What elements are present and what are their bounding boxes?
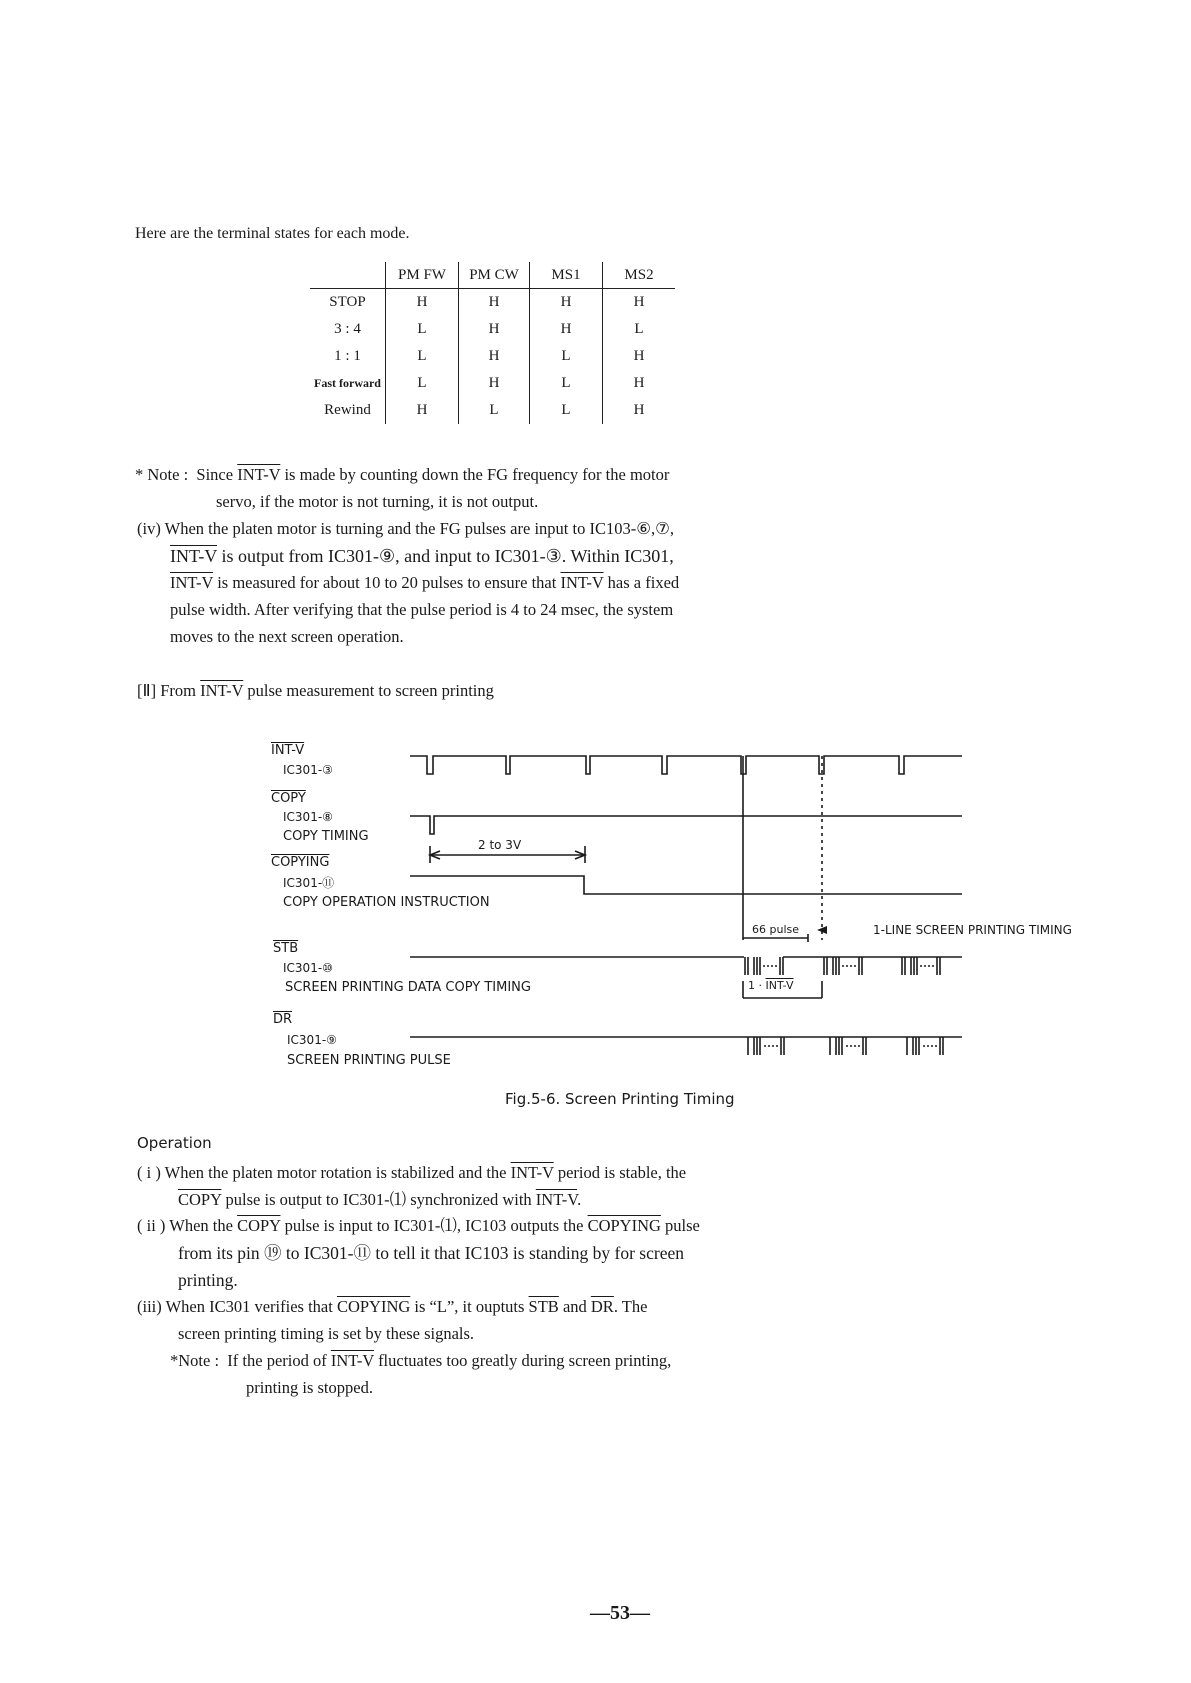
item-text: pulse bbox=[665, 1216, 700, 1235]
signal-int-v: INT-V bbox=[237, 465, 281, 484]
note-prefix: * Note : bbox=[135, 465, 189, 484]
item-text: and bbox=[562, 1297, 587, 1316]
operation-ii-line-3 bbox=[178, 1267, 238, 1294]
item-label: (iv) bbox=[137, 519, 161, 538]
signal-copying: COPYING bbox=[587, 1216, 661, 1235]
item-text: . bbox=[577, 1190, 582, 1209]
operation-ii-line-1 bbox=[137, 1213, 700, 1240]
item-text: is measured for about 10 to 20 pulses to ensure that bbox=[217, 573, 557, 592]
copying-pin-label: IC301-⑪ bbox=[283, 876, 335, 890]
table-cell: L bbox=[530, 343, 603, 370]
item-text: has a fixed bbox=[607, 573, 680, 592]
dr-pulse-group-1 bbox=[748, 1037, 784, 1055]
figure-caption: Fig.5-6. Screen Printing Timing bbox=[505, 1090, 735, 1108]
dr-desc-label: SCREEN PRINTING PULSE bbox=[287, 1053, 451, 1068]
copy-waveform bbox=[410, 816, 962, 834]
table-cell: H bbox=[633, 294, 645, 310]
signal-int-v: INT-V bbox=[510, 1163, 554, 1182]
table-header-ms1: MS1 bbox=[530, 262, 603, 289]
item-text: from its pin ⑲ to IC301-⑪ to tell it that IC103 is standing by for screen bbox=[178, 1243, 684, 1263]
table-cell: L bbox=[386, 316, 459, 343]
table-cell: H bbox=[386, 397, 459, 424]
table-cell: L bbox=[459, 397, 530, 424]
signal-dr: $\overline{DR}$ bbox=[590, 1297, 614, 1316]
item-label: (iii) bbox=[137, 1297, 162, 1316]
note-text: is made by counting down the FG frequency for the motor bbox=[284, 465, 670, 484]
operation-title: Operation bbox=[137, 1134, 212, 1152]
operation-i-line-2 bbox=[178, 1187, 581, 1214]
signal-int-v: INT-V bbox=[170, 573, 214, 592]
copy-label: COPY bbox=[271, 791, 306, 806]
item-text: . The bbox=[613, 1297, 648, 1316]
dr-pulse-group-2 bbox=[830, 1037, 866, 1055]
int-v-waveform bbox=[410, 756, 962, 774]
table-cell: H bbox=[459, 316, 530, 343]
item-text: When the bbox=[169, 1216, 233, 1235]
table-cell-mode: 1 : 1 bbox=[310, 343, 386, 370]
item-text: pulse width. After verifying that the pulse period is 4 to 24 msec, the system bbox=[170, 600, 674, 619]
operation-iii-line-1 bbox=[137, 1294, 647, 1321]
item-text: is output from IC301-⑨, and input to IC301-③. Within IC301, bbox=[221, 546, 674, 566]
copy-pin-label: IC301-⑧ bbox=[283, 810, 333, 824]
stb-pulse-group-2 bbox=[824, 957, 862, 975]
item-text: is “L”, it ouptuts bbox=[414, 1297, 525, 1316]
operation-note-line-2 bbox=[246, 1375, 373, 1402]
signal-int-v: INT-V bbox=[535, 1190, 578, 1209]
note-text: fluctuates too greatly during screen printing, bbox=[378, 1351, 672, 1370]
item-text: moves to the next screen operation. bbox=[170, 627, 404, 646]
item-text: When the platen motor is turning and the FG pulses are input to IC103-⑥,⑦, bbox=[164, 519, 675, 538]
operation-i-line-1 bbox=[137, 1160, 686, 1187]
signal-int-v: INT-V bbox=[200, 681, 244, 700]
copying-label: COPYING bbox=[271, 855, 330, 870]
dr-pin-label: IC301-⑨ bbox=[287, 1033, 337, 1047]
item-text: period is stable, the bbox=[557, 1163, 687, 1182]
table-cell: H bbox=[459, 289, 530, 317]
stb-pulse-group-1 bbox=[745, 957, 783, 975]
table-header-ms2: MS2 bbox=[603, 262, 676, 289]
dr-label: $\overline{DR}$ bbox=[273, 1012, 293, 1027]
int-v-pin-label: IC301-③ bbox=[283, 763, 333, 777]
table-cell: H bbox=[459, 370, 530, 397]
stb-pulse-group-3 bbox=[902, 957, 940, 975]
int-v-label: INT-V bbox=[271, 743, 305, 758]
table-cell: H bbox=[459, 343, 530, 370]
intro-text: Here are the terminal states for each mode. bbox=[135, 225, 410, 242]
one-int-v-prefix: 1 · bbox=[748, 979, 762, 992]
signal-copying: COPYING bbox=[336, 1297, 411, 1316]
table-cell-mode: 3 : 4 bbox=[310, 316, 386, 343]
line-timing-label: 1-LINE SCREEN PRINTING TIMING bbox=[873, 923, 1072, 937]
section-text: pulse measurement to screen printing bbox=[247, 681, 494, 700]
table-cell: H bbox=[530, 289, 603, 317]
note-prefix: *Note : bbox=[170, 1351, 220, 1370]
section-text: From bbox=[160, 681, 197, 700]
signal-copy: COPY bbox=[178, 1190, 222, 1209]
operation-iii-line-2 bbox=[178, 1321, 474, 1348]
note-text: Since bbox=[196, 465, 234, 484]
copy-operation-label: COPY OPERATION INSTRUCTION bbox=[283, 895, 490, 910]
operation-note-line-1 bbox=[170, 1348, 671, 1375]
table-cell: H bbox=[633, 348, 645, 364]
item-text: pulse is input to IC301-⑴, IC103 outputs the bbox=[284, 1216, 584, 1235]
section-label: [Ⅱ] bbox=[137, 681, 157, 700]
copy-timing-label: COPY TIMING bbox=[283, 829, 369, 844]
signal-int-v: INT-V bbox=[330, 1351, 374, 1370]
stb-pin-label: IC301-⑩ bbox=[283, 961, 333, 975]
item-label: ( ii ) bbox=[137, 1216, 166, 1235]
table-cell: H bbox=[633, 375, 645, 391]
note-text: servo, if the motor is not turning, it is not output. bbox=[216, 492, 539, 511]
table-cell-mode: Rewind bbox=[310, 397, 386, 424]
item-text: printing. bbox=[178, 1270, 238, 1290]
table-cell: L bbox=[530, 370, 603, 397]
dr-pulse-group-3 bbox=[907, 1037, 943, 1055]
page-number: —53— bbox=[590, 1602, 650, 1624]
item-text: pulse is output to IC301-⑴ synchronized with bbox=[225, 1190, 532, 1209]
table-cell: L bbox=[530, 397, 603, 424]
table-cell: L bbox=[634, 321, 644, 337]
note-text: If the period of bbox=[227, 1351, 327, 1370]
operation-ii-line-2 bbox=[178, 1240, 684, 1267]
table-header-pm-cw: PM CW bbox=[459, 262, 530, 289]
duration-label: 2 to 3V bbox=[478, 838, 522, 852]
signal-copy: COPY bbox=[237, 1216, 281, 1235]
note-text: printing is stopped. bbox=[246, 1378, 373, 1397]
table-cell: H bbox=[633, 402, 645, 418]
table-cell-mode: STOP bbox=[310, 289, 386, 317]
signal-int-v: INT-V bbox=[170, 546, 218, 566]
item-label: ( i ) bbox=[137, 1163, 161, 1182]
table-cell: L bbox=[386, 370, 459, 397]
copying-waveform bbox=[410, 876, 962, 894]
stb-desc-label: SCREEN PRINTING DATA COPY TIMING bbox=[285, 980, 531, 995]
pulse-66-label: 66 pulse bbox=[752, 923, 800, 936]
table-cell: H bbox=[530, 316, 603, 343]
table-cell: H bbox=[386, 289, 459, 317]
table-cell-mode: Fast forward bbox=[310, 370, 386, 397]
item-text: When IC301 verifies that bbox=[165, 1297, 333, 1316]
signal-int-v: INT-V bbox=[765, 979, 794, 992]
item-text: When the platen motor rotation is stabilized and the bbox=[164, 1163, 507, 1182]
signal-int-v: INT-V bbox=[560, 573, 604, 592]
table-cell: L bbox=[386, 343, 459, 370]
table-header-pm-fw: PM FW bbox=[386, 262, 459, 289]
stb-label: $\overline{STB}$ bbox=[273, 941, 299, 956]
item-text: screen printing timing is set by these signals. bbox=[178, 1324, 475, 1343]
signal-stb: $\overline{STB}$ bbox=[528, 1297, 559, 1316]
